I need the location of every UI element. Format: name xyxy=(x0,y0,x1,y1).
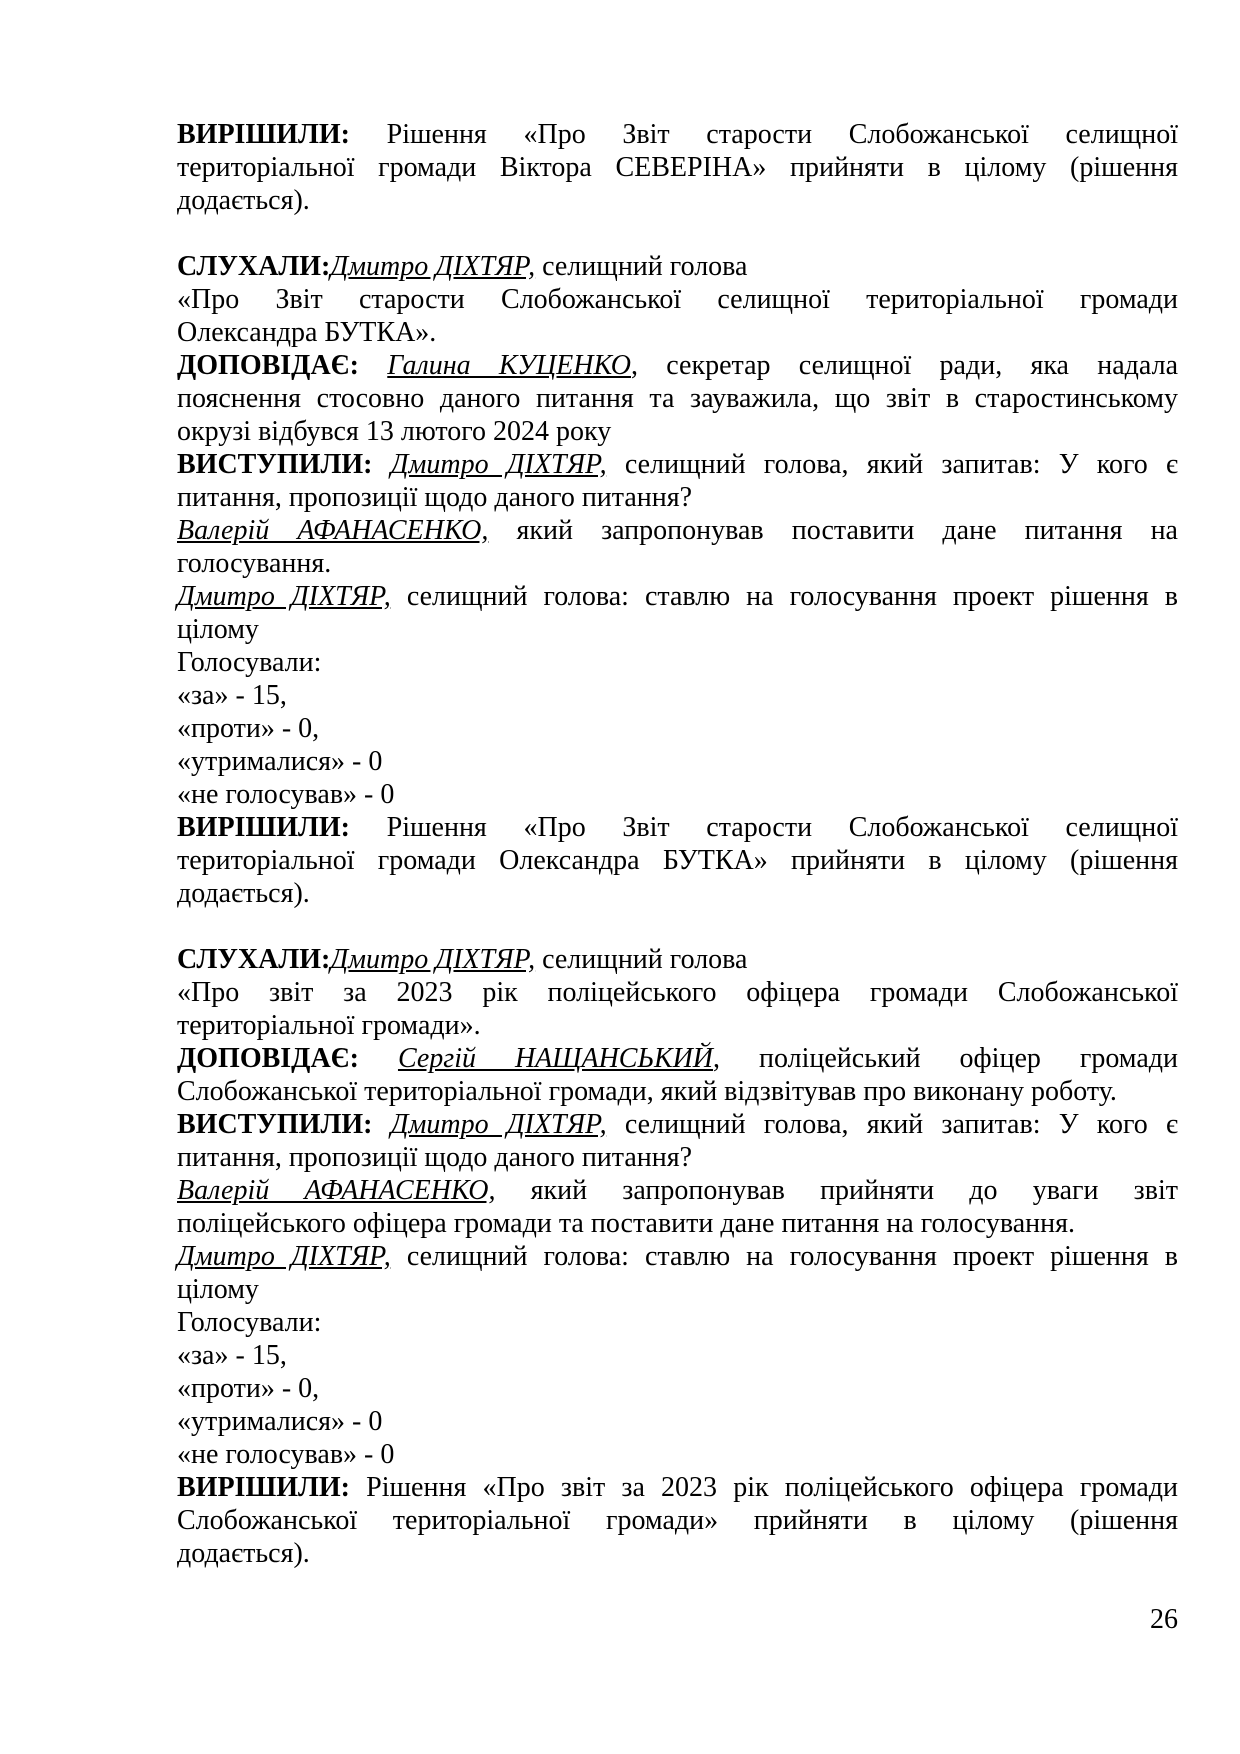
reporter-line xyxy=(177,349,1178,382)
proposal-line xyxy=(177,1174,1178,1207)
decision-line: Слобожанської територіальної громади» прийняти в цілому (рішення xyxy=(177,1505,1178,1536)
agenda-item-2 xyxy=(177,250,1178,910)
speakers-line: питання, пропозиції щодо даного питання? xyxy=(177,482,693,513)
vote-abstain: «утрималися» - 0 xyxy=(177,1406,383,1437)
reporter-text: , поліцейський офіцер громади xyxy=(713,1043,1178,1074)
reporter-line: пояснення стосовно даного питання та зауважила, що звіт в старостинському xyxy=(177,383,1178,414)
decision-line: територіальної громади Олександра БУТКА» прийняти в цілому (рішення xyxy=(177,845,1178,876)
speakers-line: питання, пропозиції щодо даного питання? xyxy=(177,1142,693,1173)
vote-none: «не голосував» - 0 xyxy=(177,779,395,810)
decision-line xyxy=(177,811,1178,844)
decision-line: територіальної громади Віктора СЕВЕРІНА» прийняти в цілому (рішення xyxy=(177,152,1178,183)
vote-abstain: «утрималися» - 0 xyxy=(177,746,383,777)
proposer-name: Валерій АФАНАСЕНКО, xyxy=(177,515,489,546)
speaker-text: селищний голова, який запитав: У кого є xyxy=(606,449,1178,480)
vote-for: «за» - 15, xyxy=(177,680,287,711)
topic-line: «Про Звіт старости Слобожанської селищної територіальної громади xyxy=(177,284,1178,315)
chair-line xyxy=(177,580,1178,613)
decision-label: ВИРІШИЛИ: xyxy=(177,1472,350,1503)
reporter-line: окрузі відбувся 13 лютого 2024 року xyxy=(177,416,612,447)
topic-line: територіальної громади». xyxy=(177,1010,481,1041)
vote-against: «проти» - 0, xyxy=(177,1373,320,1404)
proposal-text: який запропонував поставити дане питання на xyxy=(488,515,1178,546)
decision-line xyxy=(177,118,1178,151)
proposal-line: голосування. xyxy=(177,548,332,579)
proposal-line: поліцейського офіцера громади та поставити дане питання на голосування. xyxy=(177,1208,1075,1239)
decision-line: додається). xyxy=(177,185,310,216)
reporter-name: Галина КУЦЕНКО xyxy=(387,350,631,381)
vote-against: «проти» - 0, xyxy=(177,713,320,744)
chair-text: селищний голова: ставлю на голосування проект рішення в xyxy=(390,581,1179,612)
proposer-name: Валерій АФАНАСЕНКО, xyxy=(177,1175,496,1206)
speaker-name: Дмитро ДІХТЯР, xyxy=(330,251,536,282)
speakers-label: ВИСТУПИЛИ: xyxy=(177,1109,373,1140)
speaker-name: Дмитро ДІХТЯР, xyxy=(390,449,607,480)
vote-none: «не голосував» - 0 xyxy=(177,1439,395,1470)
reporter-label: ДОПОВІДАЄ: xyxy=(177,350,359,381)
speaker-name: Дмитро ДІХТЯР, xyxy=(390,1109,607,1140)
speaker-role: селищний голова xyxy=(535,944,748,975)
decision-label: ВИРІШИЛИ: xyxy=(177,812,350,843)
topic-line: «Про звіт за 2023 рік поліцейського офіцера громади Слобожанської xyxy=(177,977,1178,1008)
decision-block-1 xyxy=(177,118,1178,217)
reporter-line: Слобожанської територіальної громади, який відзвітував про виконану роботу. xyxy=(177,1076,1117,1107)
speakers-line xyxy=(177,1108,1178,1141)
chair-line xyxy=(177,1240,1178,1273)
chair-name: Дмитро ДІХТЯР, xyxy=(177,581,391,612)
reporter-line xyxy=(177,1042,1178,1075)
votes-title: Голосували: xyxy=(177,1307,322,1338)
chair-line: цілому xyxy=(177,614,259,645)
decision-line xyxy=(177,1471,1178,1504)
decision-text: Рішення «Про Звіт старости Слобожанської селищної xyxy=(349,119,1178,150)
section-gap xyxy=(177,217,1178,250)
decision-line: додається). xyxy=(177,878,310,909)
heard-label: СЛУХАЛИ: xyxy=(177,251,331,282)
chair-text: селищний голова: ставлю на голосування проект рішення в xyxy=(390,1241,1179,1272)
vote-for: «за» - 15, xyxy=(177,1340,287,1371)
speaker-text: селищний голова, який запитав: У кого є xyxy=(606,1109,1178,1140)
speakers-line xyxy=(177,448,1178,481)
decision-line: додається). xyxy=(177,1538,310,1569)
reporter-text: , секретар селищної ради, яка надала xyxy=(631,350,1178,381)
heard-label: СЛУХАЛИ: xyxy=(177,944,331,975)
decision-text: Рішення «Про звіт за 2023 рік поліцейського офіцера громади xyxy=(349,1472,1178,1503)
speakers-label: ВИСТУПИЛИ: xyxy=(177,449,373,480)
reporter-name: Сергій НАЩАНСЬКИЙ xyxy=(397,1043,714,1074)
decision-text: Рішення «Про Звіт старости Слобожанської селищної xyxy=(349,812,1178,843)
proposal-text: який запропонував прийняти до уваги звіт xyxy=(495,1175,1178,1206)
agenda-item-3 xyxy=(177,943,1178,1570)
decision-label: ВИРІШИЛИ: xyxy=(177,119,350,150)
reporter-label: ДОПОВІДАЄ: xyxy=(177,1043,359,1074)
proposal-line xyxy=(177,514,1178,547)
votes-title: Голосували: xyxy=(177,647,322,678)
heard-line xyxy=(177,250,1178,283)
page-number: 26 xyxy=(1150,1604,1178,1635)
heard-line xyxy=(177,943,1178,976)
topic-line: Олександра БУТКА». xyxy=(177,317,437,348)
speaker-role: селищний голова xyxy=(535,251,748,282)
chair-name: Дмитро ДІХТЯР, xyxy=(177,1241,391,1272)
speaker-name: Дмитро ДІХТЯР, xyxy=(330,944,536,975)
chair-line: цілому xyxy=(177,1274,259,1305)
section-gap xyxy=(177,910,1178,943)
